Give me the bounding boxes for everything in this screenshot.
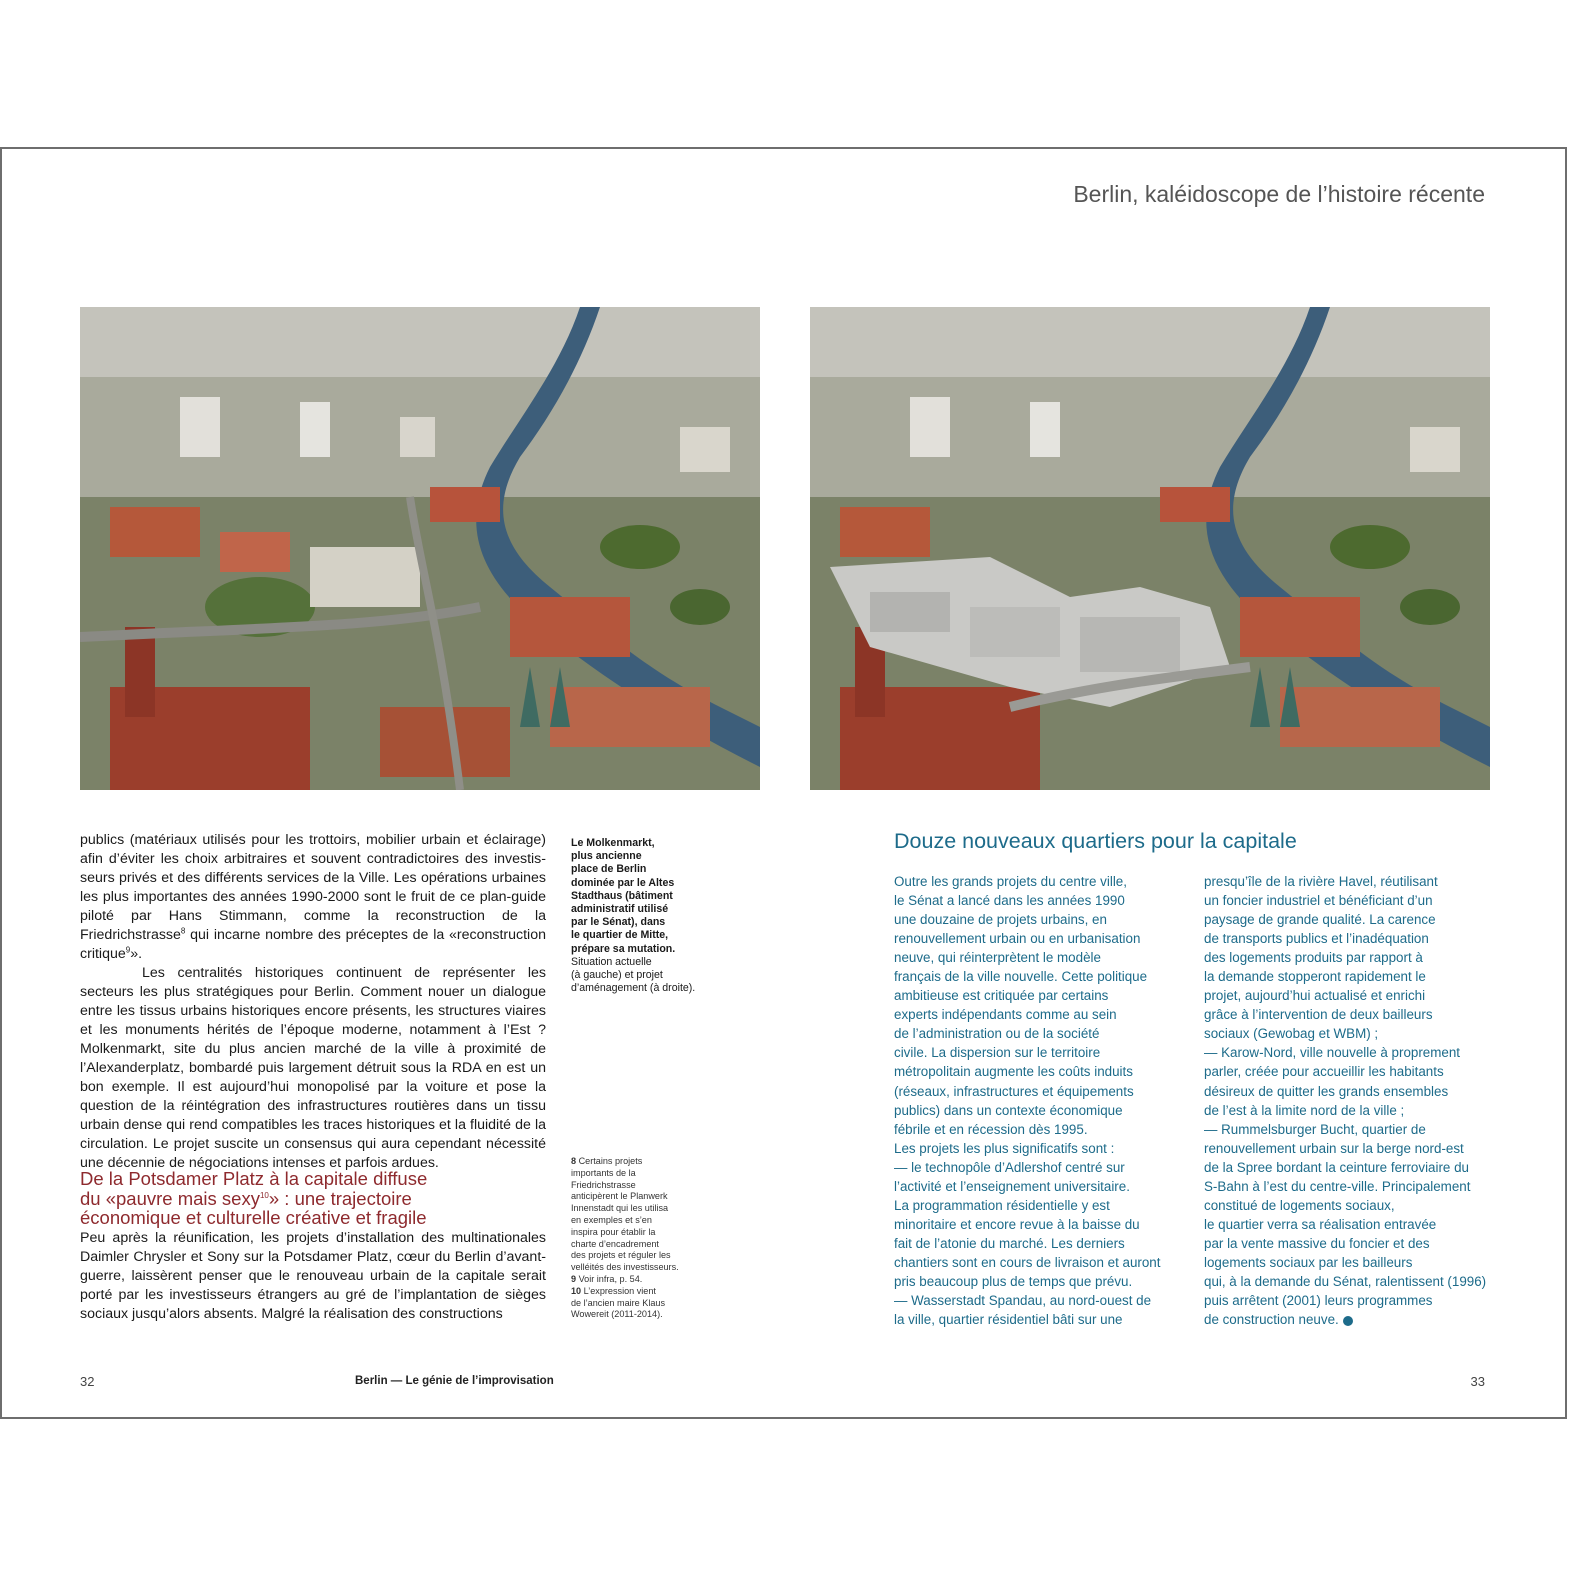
subheading-potsdamer-platz [80,1169,550,1228]
p1-line-4: les plus importantes des années 1990-2000 sont le fruit de ce plan-guide [80,889,546,905]
col2-line: qui, à la demande du Sénat, ralentissent (1996) [1204,1273,1487,1289]
subhead-line-1: De la Potsdamer Platz à la capitale diffuse [80,1168,428,1189]
aerial-photo-project-image [810,307,1490,790]
footnote-9 [571,1274,716,1286]
running-head: Berlin, kaléidoscope de l’histoire récente [1073,181,1485,207]
col2-line: logements sociaux par les bailleurs [1204,1254,1413,1270]
col1-line: — Wasserstadt Spandau, au nord-ouest de [894,1293,1152,1309]
caption-bold-1: Le Molkenmarkt, [571,837,655,849]
footnote-10-line-1: L’expression vient [583,1285,656,1296]
col2-line: parler, créée pour accueillir les habitants [1204,1064,1444,1080]
footnote-10-number: 10 [571,1285,582,1296]
caption-plain-3: d’aménagement (à droite). [571,982,696,995]
photo-caption [571,837,701,995]
section-column-1 [894,872,1184,1329]
caption-bold-6: administratif utilisé [571,903,669,916]
col1-line: neuve, qui réinterprètent le modèle [894,950,1101,966]
aerial-photo-project [810,307,1490,790]
caption-bold-9: prépare sa mutation. [571,942,676,955]
col2-line: paysage de grande qualité. La carence [1204,912,1436,928]
note-ref: 10 [259,1190,269,1200]
col2-line: presqu’île de la rivière Havel, réutilisant [1204,874,1438,889]
col1-line: fébrile et en récession dès 1995. [894,1121,1088,1137]
footnote-8-line-5: Innenstadt qui les utilisa [571,1203,669,1214]
col1-line: de l’administration ou de la société [894,1026,1100,1042]
caption-plain-2: (à gauche) et projet [571,969,663,982]
aerial-photo-current [80,307,760,790]
col2-line: S-Bahn à l’est du centre-ville. Principalement [1204,1178,1471,1194]
col2-line: un foncier industriel et bénéficiant d’un [1204,893,1433,909]
col2-line: renouvellement urbain sur la berge nord-est [1204,1140,1464,1156]
col1-line: experts indépendants comme au sein [894,1007,1117,1023]
subhead-line-2 [80,1189,550,1209]
footnotes [571,1156,716,1321]
col1-line: minoritaire et encore revue à la baisse du [894,1216,1140,1232]
subhead-line-2a: du «pauvre mais sexy [80,1187,260,1209]
col1-line: Les projets les plus significatifs sont : [894,1140,1115,1156]
footnote-10-line-2: de l’ancien maire Klaus [571,1297,666,1308]
footnote-8-line-3: Friedrichstrasse [571,1179,636,1190]
col1-line: le Sénat a lancé dans les années 1990 [894,893,1125,909]
col2-line: sociaux (Gewobag et WBM) ; [1204,1026,1379,1042]
col2-line: le quartier verra sa réalisation entravée [1204,1216,1437,1232]
caption-bold-5: Stadthaus (bâtiment [571,889,673,902]
subhead-line-2b: » : une trajectoire [268,1187,412,1209]
col1-line: civile. La dispersion sur le territoire [894,1045,1101,1061]
col1-line: pris beaucoup plus de temps que prévu. [894,1273,1133,1289]
p1-line-6: qui incarne nombre des préceptes de la «reconstruction critique [80,927,546,962]
col2-line: par la vente massive du foncier et des [1204,1235,1430,1251]
col1-line: fait de l’atonie du marché. Les derniers [894,1235,1125,1251]
col1-line: français de la ville nouvelle. Cette politique [894,969,1148,985]
footnote-8-line-4: anticipèrent le Planwerk [571,1191,668,1202]
caption-bold-3: place de Berlin [571,863,647,876]
p1-line-1: publics (matériaux utilisés pour les trottoirs, mobilier urbain et éclairage) [80,832,546,848]
page-number-left: 32 [80,1374,95,1389]
col2-line: de transports publics et l’inadéquation [1204,931,1429,947]
footnote-8-number: 8 [571,1156,577,1166]
note-ref: 9 [125,945,131,955]
col1-line: (réseaux, infrastructures et équipements [894,1083,1134,1099]
col2-line: grâce à l’intervention de deux bailleurs [1204,1007,1433,1023]
paragraph-1 [80,831,546,964]
footnote-10 [571,1286,716,1298]
page-number-right: 33 [1470,1374,1485,1389]
col2-line: des logements produits par rapport à [1204,950,1423,966]
section-column-2 [1204,872,1494,1329]
caption-bold-4: dominée par le Altes [571,876,675,889]
footnote-8-line-1: Certains projets [578,1156,643,1166]
footnote-8-line-9: des projets et réguler les [571,1250,671,1261]
col1-line: publics) dans un contexte économique [894,1102,1123,1118]
col1-line: — le technopôle d’Adlershof centré sur [894,1159,1125,1175]
footnote-8-line-2: importants de la [571,1167,636,1178]
col2-line: de construction neuve. [1204,1312,1339,1328]
col1-line: l’activité et l’enseignement universitaire. [894,1178,1130,1194]
p1-line-3: seurs privés et des différents services de la Ville. Les opérations urbaines [80,870,546,886]
paragraph-2: Les centralités historiques continuent de représenter les secteurs les plus stratégiques pour Berlin. Comment nouer un dialogue entre les tissus urbains historiques encore présents, les structures viaires et les monuments hérités de l’époque moderne, notamment à l’Est ? Molkenmarkt, site du plus ancien marché de la ville à proximité de l’Alexanderplatz, bombardé puis largement détruit sous la RDA en est un bon exemple. Il est aujourd’hui monopolisé par la voiture et pose la question de la réintégration des infrastructures routières dans un tissu urbain dense qui rend compatibles les traces historiques et la fluidité de la circulation. Le projet suscite un consensus qui aura cependant nécessité une décennie de négociations intenses et parfois ardues. [80,965,546,1171]
footnote-8-line-8: charte d’encadrement [571,1238,659,1249]
col2-line: la demande stopperont rapidement le [1204,969,1426,985]
col1-line: la ville, quartier résidentiel bâti sur une [894,1312,1123,1328]
col1-line: ambitieuse est critiquée par certains [894,988,1109,1004]
footnote-8-line-7: inspira pour établir la [571,1226,656,1237]
col2-line: de l’est à la limite nord de la ville ; [1204,1102,1405,1118]
body-text-left-top [80,831,546,1173]
caption-bold-2: plus ancienne [571,850,642,863]
note-ref: 8 [180,926,186,936]
book-spread [0,147,1567,1419]
end-mark-icon [1343,1316,1353,1326]
p1-line-7: ». [130,946,143,962]
col1-line: renouvellement urbain ou en urbanisation [894,931,1141,947]
col2-line: — Karow-Nord, ville nouvelle à proprement [1204,1045,1461,1061]
caption-bold-7: par le Sénat), dans [571,916,666,929]
footnote-8 [571,1156,716,1168]
col1-line: chantiers sont en cours de livraison et auront [894,1254,1161,1270]
footnote-9-text: Voir infra, p. 54. [578,1273,643,1284]
col2-line: constitué de logements sociaux, [1204,1197,1395,1213]
section-title: Douze nouveaux quartiers pour la capitale [894,829,1297,853]
p1-line-2: afin d’éviter les choix arbitraires et souvent contradictoires des investis- [80,851,546,867]
col1-line: La programmation résidentielle y est [894,1197,1110,1213]
p1-line-5: piloté par Hans Stimmann, comme la reconstruction de la Friedrichstrasse [80,908,546,943]
footnote-8-line-6: en exemples et s’en [571,1214,652,1225]
footnote-8-line-10: velléités des investisseurs. [571,1262,679,1273]
paragraph-3: Peu après la réunification, les projets d’installation des multinationales Daimler Chrysler et Sony sur la Potsdamer Platz, cœur du Berlin d’avant-guerre, laissèrent penser que le renouveau urbain de la capitale serait porté par les investisseurs étrangers au gré de l’implantation de sièges sociaux jusqu’alors absents. Malgré la réalisation des constructions [80,1230,546,1322]
col1-line: Outre les grands projets du centre ville, [894,874,1127,889]
caption-plain-1: Situation actuelle [571,955,652,968]
col1-line: une douzaine de projets urbains, en [894,912,1107,928]
book-title-footer: Berlin — Le génie de l’improvisation [355,1375,554,1387]
col2-last-line [1204,1310,1494,1329]
footnote-9-number: 9 [571,1273,577,1284]
caption-bold-8: le quartier de Mitte, [571,929,669,942]
col1-line: métropolitain augmente les coûts induits [894,1064,1133,1080]
aerial-photo-current-image [80,307,760,790]
col2-line: projet, aujourd’hui actualisé et enrichi [1204,988,1426,1004]
col2-line: de la Spree bordant la ceinture ferroviaire du [1204,1159,1469,1175]
col2-line: — Rummelsburger Bucht, quartier de [1204,1121,1426,1137]
subhead-line-3: économique et culturelle créative et fragile [80,1207,427,1228]
body-text-left-bottom [80,1229,546,1324]
col2-line: désireux de quitter les grands ensembles [1204,1083,1449,1099]
footnote-10-line-3: Wowereit (2011-2014). [571,1309,663,1320]
col2-line: puis arrêtent (2001) leurs programmes [1204,1293,1433,1309]
